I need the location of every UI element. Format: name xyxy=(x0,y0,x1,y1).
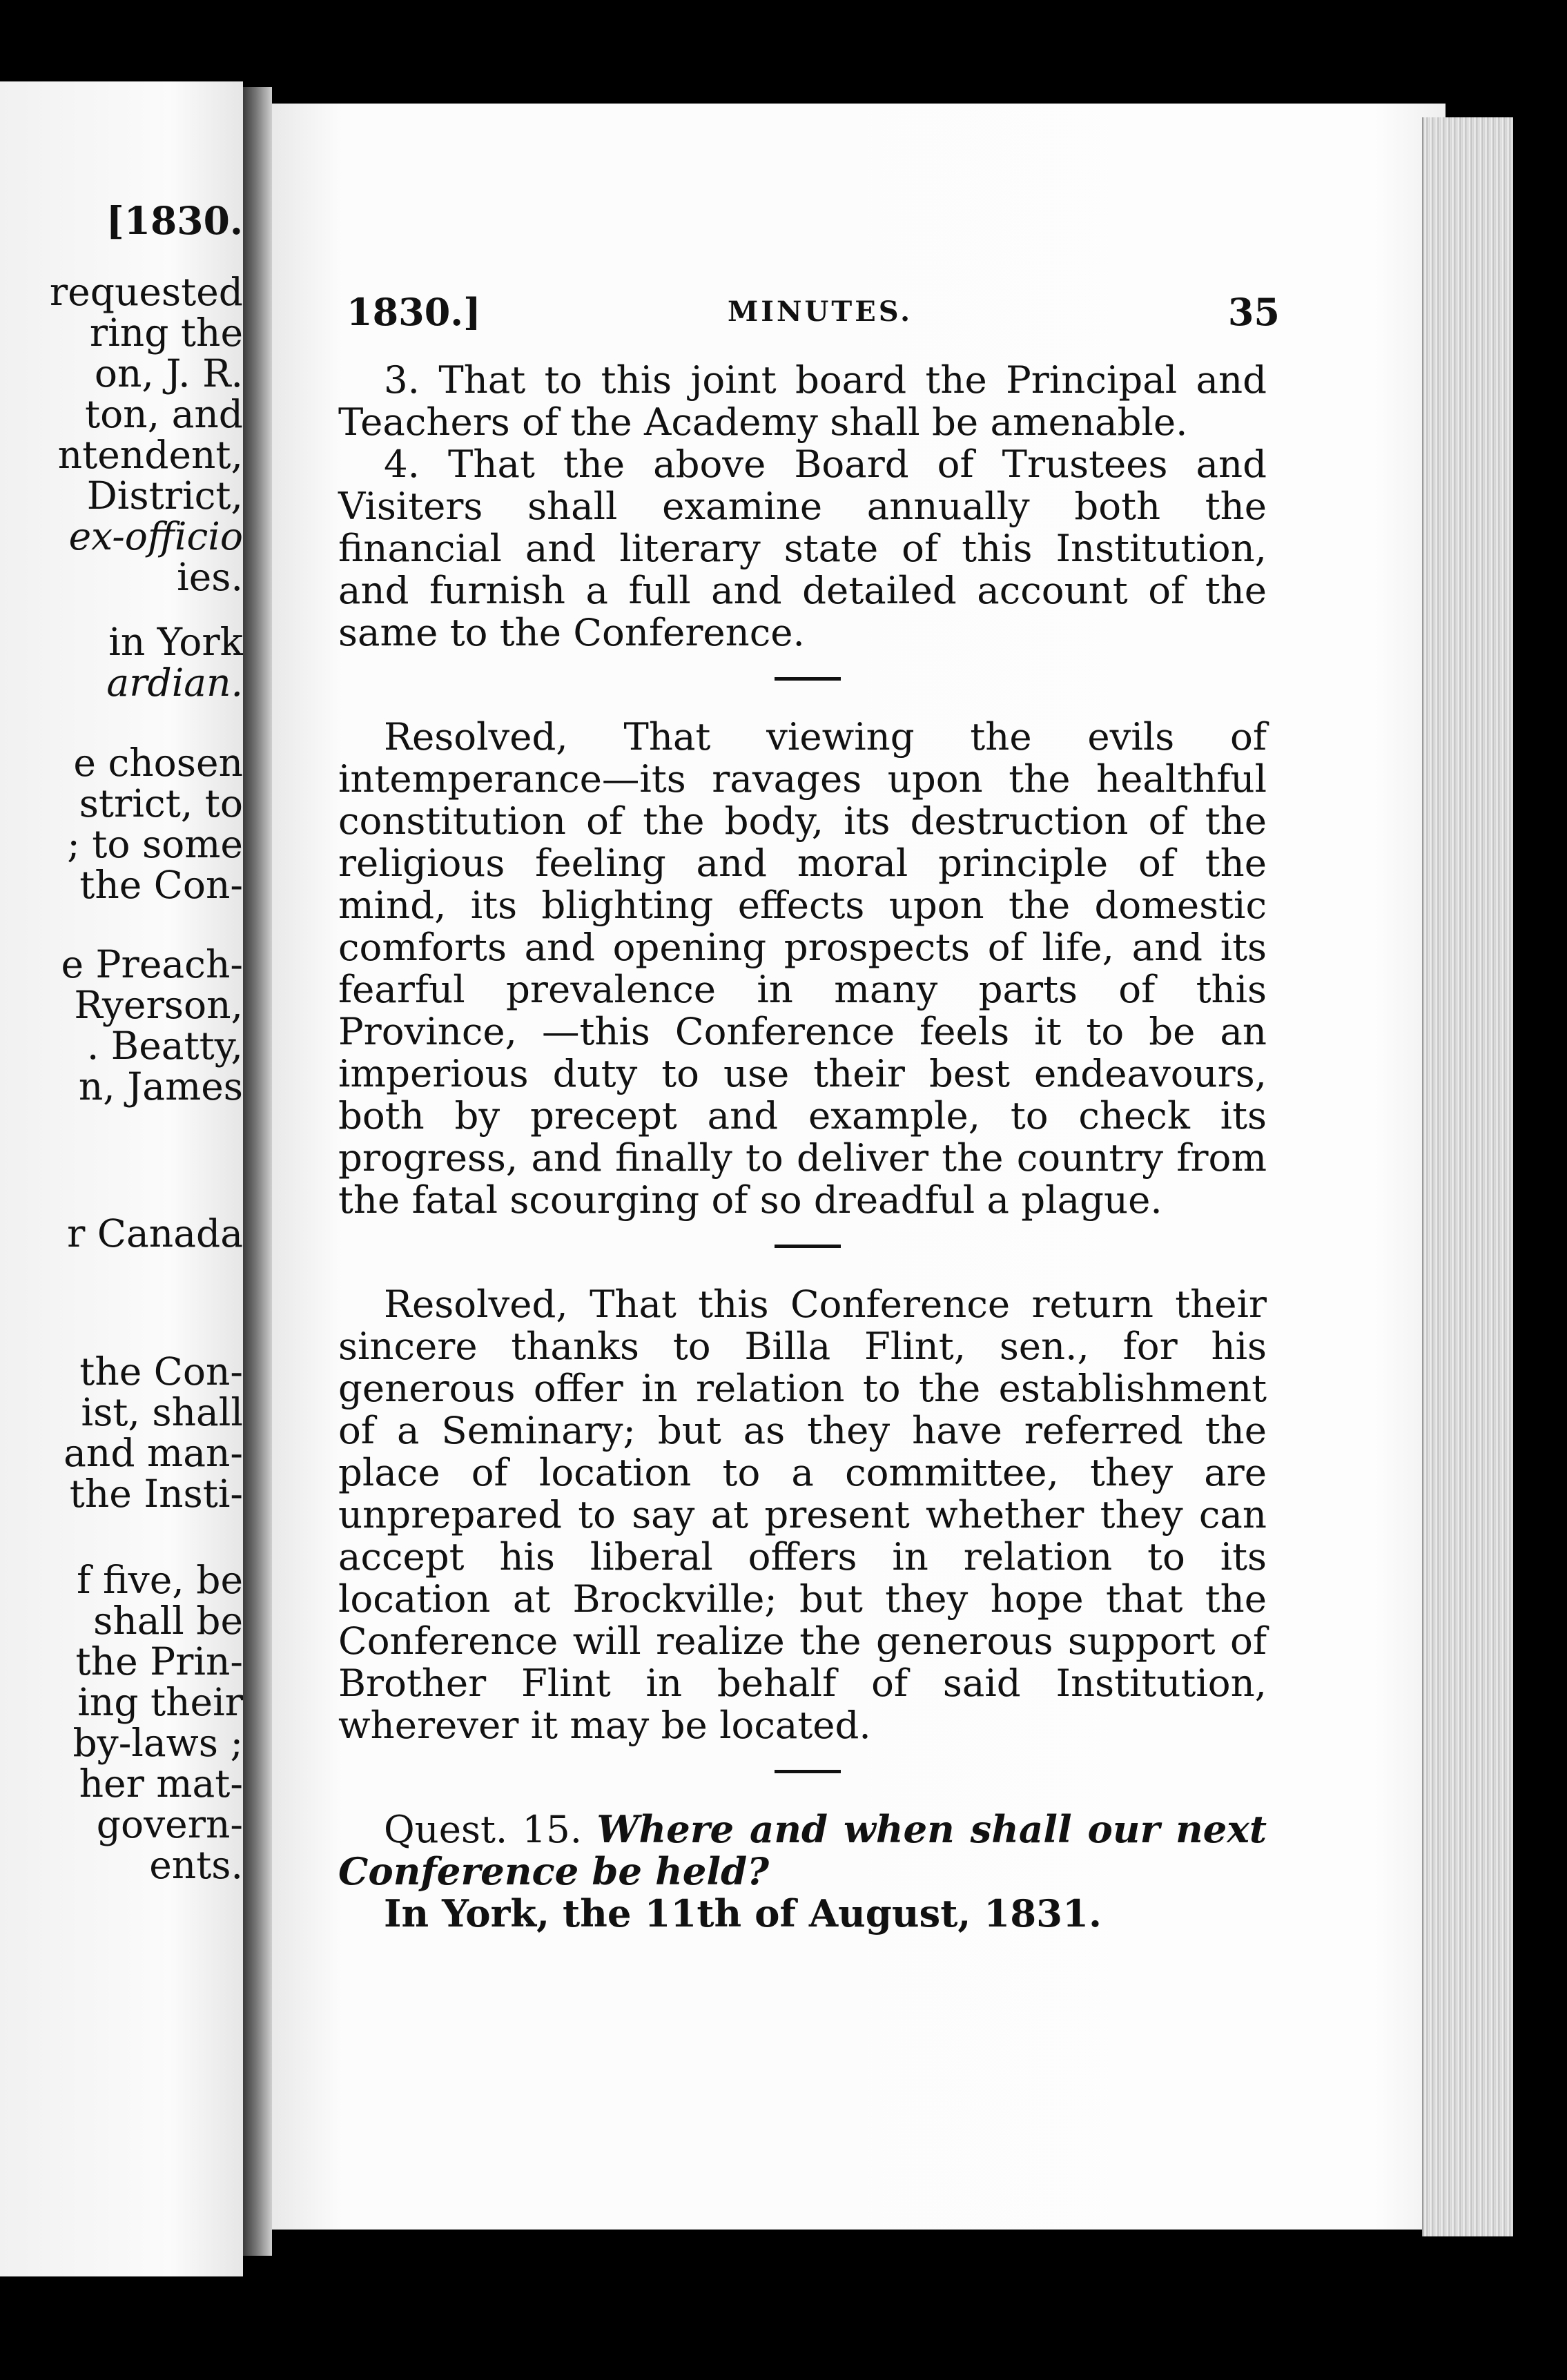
facing-page-left xyxy=(0,81,243,2276)
facing-page-line: ardian. xyxy=(106,661,243,705)
divider-rule xyxy=(775,1245,841,1248)
facing-page-line: e Preach- xyxy=(61,942,243,986)
facing-page-line: [1830. xyxy=(106,198,243,243)
facing-page-line: and man- xyxy=(64,1431,243,1475)
question-label: Quest. 15. xyxy=(384,1807,583,1851)
section-divider xyxy=(338,1746,1267,1808)
section-divider xyxy=(338,1221,1267,1283)
facing-page-line: the Con- xyxy=(79,863,243,907)
resolution-intemperance: Resolved, That viewing the evils of intemperance—its ravages upon the healthful constitution of the body, its destruction of the religious feeling and moral principle of the mind, its blighting effects upon the domestic comforts and opening prospects of life, and its fearful prevalence in many parts of this Province, —this Conference feels it to be an imperious duty to use their best endeavours, both by precept and example, to check its progress, and finally to deliver the country from the fatal scourging of so dreadful a plague. xyxy=(338,714,1267,1222)
page-number: 35 xyxy=(1227,290,1280,334)
facing-page-line: ist, shall xyxy=(81,1390,243,1434)
facing-page-line: ring the xyxy=(89,311,243,355)
question-15 xyxy=(338,1808,1267,1893)
page-body xyxy=(338,359,1267,1935)
facing-page-line: District, xyxy=(86,474,243,518)
facing-page-line: the Insti- xyxy=(69,1472,243,1516)
facing-page-line: . Beatty, xyxy=(86,1024,243,1068)
facing-page-line: e chosen xyxy=(73,741,243,785)
facing-page-line: by-laws ; xyxy=(72,1721,243,1765)
facing-page-line: ies. xyxy=(177,555,243,599)
page-edges xyxy=(1422,117,1513,2236)
facing-page-line: ex-officio xyxy=(68,514,243,558)
book-gutter xyxy=(243,87,272,2256)
facing-page-line: shall be xyxy=(93,1599,243,1643)
item-4: 4. That the above Board of Trustees and Visiters shall examine annually both the financial and literary state of this Institution, and furnish a full and detailed account of the same to the Conference. xyxy=(338,442,1267,654)
divider-rule xyxy=(775,1770,841,1773)
section-divider xyxy=(338,654,1267,716)
facing-page-line: requested xyxy=(49,270,243,314)
divider-rule xyxy=(775,677,841,681)
facing-page-line: ; to some xyxy=(67,822,243,866)
facing-page-line: ents. xyxy=(149,1843,243,1887)
facing-page-line: the Prin- xyxy=(75,1639,243,1684)
running-head-title: MINUTES. xyxy=(728,295,913,328)
facing-page-line: r Canada xyxy=(67,1211,243,1256)
facing-page-line: her mat- xyxy=(79,1762,243,1806)
facing-page-line: strict, to xyxy=(79,781,243,826)
facing-page-line: ntendent, xyxy=(57,433,243,477)
facing-page-line: on, J. R. xyxy=(94,351,243,396)
resolution-billa-flint: Resolved, That this Conference return their sincere thanks to Billa Flint, sen., for his generous offer in relation to the establishment of a Seminary; but as they have referred the place of location to a committee, they are unprepared to say at present whether they can accept his liberal offers in relation to its location at Brockville; but they hope that the Conference will realize the generous support of Brother Flint in behalf of said Institution, wherever it may be located. xyxy=(338,1282,1267,1747)
facing-page-line: the Con- xyxy=(79,1349,243,1394)
facing-page-line: ton, and xyxy=(84,392,243,436)
facing-page-line: Ryerson, xyxy=(74,983,243,1027)
facing-page-line: in York xyxy=(108,620,243,664)
running-head-year: 1830.] xyxy=(347,290,481,334)
facing-page-line: n, James xyxy=(78,1064,243,1109)
answer-15: In York, the 11th of August, 1831. xyxy=(384,1891,1102,1935)
running-head xyxy=(341,290,1280,338)
question-text: Where and when shall our next Conference be held? xyxy=(338,1807,1267,1893)
facing-page-line: f five, be xyxy=(77,1558,243,1602)
facing-page-line: ing their xyxy=(77,1680,243,1724)
facing-page-line: govern- xyxy=(96,1802,243,1846)
item-3: 3. That to this joint board the Principal and Teachers of the Academy shall be amenable. xyxy=(338,358,1267,444)
